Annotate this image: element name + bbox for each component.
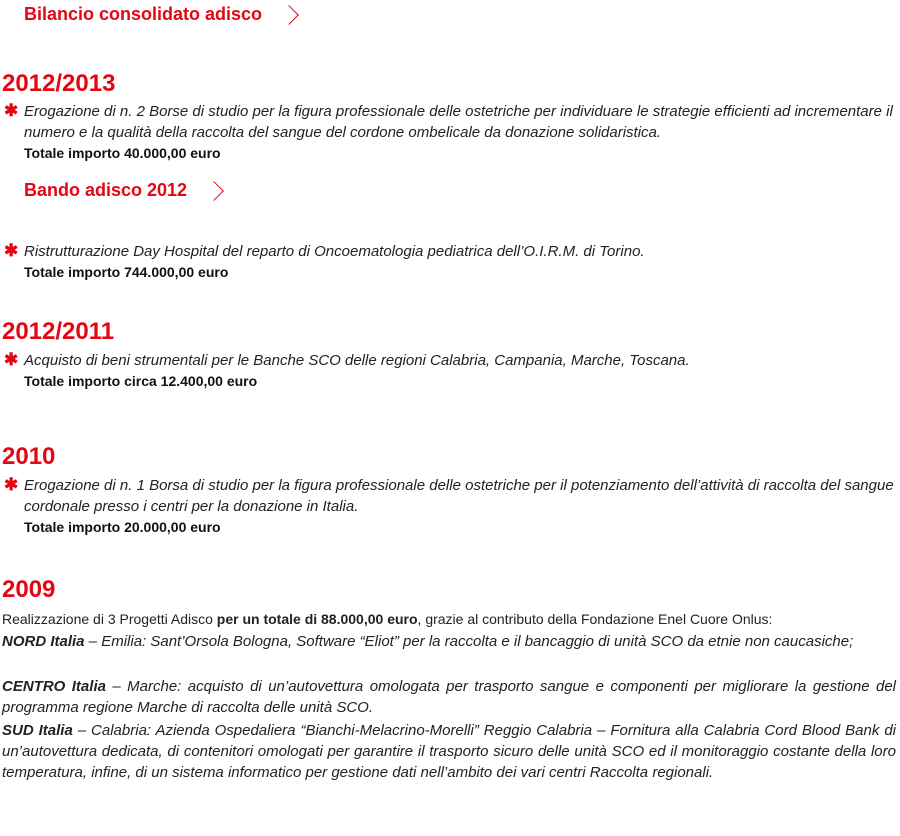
asterisk-icon: ✱ <box>4 475 19 494</box>
asterisk-icon: ✱ <box>4 241 19 260</box>
region-centro <box>2 676 896 718</box>
intro-total: per un totale di 88.000,00 euro <box>216 611 418 627</box>
year-heading-2010: 2010 <box>2 443 56 470</box>
bando-adisco-2012-link[interactable] <box>24 180 221 201</box>
intro-text: Realizzazione di 3 Progetti Adisco <box>2 611 217 627</box>
list-item <box>2 101 898 163</box>
intro-text-end: , grazie al contributo della Fondazione Enel Cuore Onlus: <box>417 611 773 627</box>
item-total: Totale importo 20.000,00 euro <box>24 519 221 535</box>
item-description: Erogazione di n. 1 Borsa di studio per la figura professionale delle ostetriche per il potenziamento dell’attività di raccolta del sangue cordonale presso i centri per la donazione in Italia. <box>24 477 894 515</box>
bilancio-consolidato-label: Bilancio consolidato adisco <box>24 4 263 24</box>
intro-paragraph <box>2 609 898 630</box>
asterisk-icon: ✱ <box>4 101 19 120</box>
region-sud <box>2 720 896 783</box>
chevron-right-icon <box>204 181 224 201</box>
asterisk-icon: ✱ <box>4 350 19 369</box>
chevron-right-icon <box>279 5 299 25</box>
year-heading-2009: 2009 <box>2 576 56 603</box>
region-label: SUD Italia <box>2 722 73 739</box>
region-text: – Marche: acquisto di un’autovettura omologata per trasporto sangue e componenti per migliorare la gestione del programma regione Marche di raccolta delle unità SCO. <box>2 678 896 716</box>
item-description: Acquisto di beni strumentali per le Banche SCO delle regioni Calabria, Campania, Marche, Toscana. <box>24 352 690 369</box>
list-item <box>2 475 898 537</box>
item-total: Totale importo 40.000,00 euro <box>24 145 221 161</box>
region-label: NORD Italia <box>2 633 85 650</box>
item-description: Erogazione di n. 2 Borse di studio per la figura professionale delle ostetriche per individuare le strategie efficienti ad incrementare il numero e la qualità della raccolta del sangue del cordone ombelicale da donazione solidaristica. <box>24 103 893 141</box>
year-heading-2012-2013: 2012/2013 <box>2 70 116 97</box>
bando-adisco-label: Bando adisco 2012 <box>24 180 188 200</box>
list-item <box>2 241 898 282</box>
item-total: Totale importo circa 12.400,00 euro <box>24 373 258 389</box>
item-total: Totale importo 744.000,00 euro <box>24 264 229 280</box>
item-description: Ristrutturazione Day Hospital del reparto di Oncoematologia pediatrica dell’O.I.R.M. di Torino. <box>24 243 645 260</box>
year-heading-2012-2011: 2012/2011 <box>2 318 115 345</box>
list-item <box>2 350 898 391</box>
region-nord <box>2 631 896 652</box>
region-label: CENTRO Italia <box>2 678 106 695</box>
bilancio-consolidato-link[interactable] <box>24 4 296 25</box>
region-text: – Calabria: Azienda Ospedaliera “Bianchi-Melacrino-Morelli” Reggio Calabria – Fornitura alla Calabria Cord Blood Bank di un’autovettura dedicata, di contenitori omologati per garantire il trasporto sicuro delle unità SCO ed il monitoraggio costante della loro temperatura, infine, di un sistema informatico per gestione dati nell’ambito dei vari centri Raccolta regionali. <box>2 722 896 781</box>
region-text: – Emilia: Sant’Orsola Bologna, Software “Eliot” per la raccolta e il bancaggio di unità SCO da etnie non caucasiche; <box>84 633 854 650</box>
